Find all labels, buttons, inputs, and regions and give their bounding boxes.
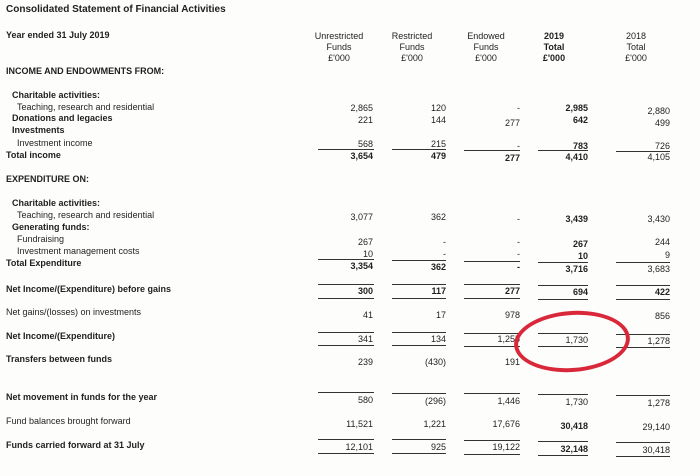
cell: 10	[577, 251, 588, 261]
sum-rule	[464, 284, 520, 285]
cell: 215	[430, 139, 446, 149]
sum-rule	[616, 395, 670, 396]
cell: 2,985	[565, 103, 588, 113]
cell: -	[517, 141, 520, 151]
cell: 694	[572, 287, 588, 297]
sum-rule	[392, 393, 446, 394]
cell: 134	[430, 334, 446, 344]
cell: 32,148	[560, 444, 588, 454]
cell: 29,140	[642, 422, 670, 432]
cell: 1,278	[647, 398, 670, 408]
cell: 925	[430, 442, 446, 452]
sum-rule	[318, 259, 374, 260]
col-header-line: £'000	[542, 53, 566, 63]
row-label: Transfers between funds	[6, 354, 113, 364]
cell: 10	[362, 249, 373, 259]
row-label: Donations and legacies	[12, 113, 113, 123]
sum-rule	[318, 149, 374, 150]
cell: 580	[357, 395, 373, 405]
col-header-line: Total	[626, 42, 646, 52]
sum-rule	[318, 392, 374, 393]
cell: 267	[572, 239, 588, 249]
cell: 277	[504, 118, 520, 128]
cell: 783	[572, 141, 588, 151]
sum-rule	[392, 345, 446, 346]
row-label: Funds carried forward at 31 July	[6, 440, 145, 450]
sum-rule	[616, 456, 670, 457]
row-label: Investment management costs	[17, 246, 140, 256]
sum-rule	[538, 299, 588, 300]
row-label: Charitable activities:	[12, 198, 101, 208]
cell: 978	[504, 310, 520, 320]
row-label: Generating funds:	[12, 222, 90, 232]
row-label: Charitable activities:	[12, 90, 101, 100]
cell: 726	[654, 141, 670, 151]
sum-rule	[616, 299, 670, 300]
cell: 3,439	[565, 214, 588, 224]
row-label: Net gains/(losses) on investments	[6, 307, 142, 317]
cell: 120	[430, 103, 446, 113]
sum-rule	[392, 149, 446, 150]
cell: 1,255	[497, 334, 520, 344]
col-header-line: 2018	[625, 31, 647, 41]
sum-rule	[464, 454, 520, 455]
cell: 9	[664, 250, 670, 260]
row-label: Net Income/(Expenditure) before gains	[6, 284, 172, 294]
cell: 2,880	[647, 106, 670, 116]
sum-rule	[464, 346, 520, 347]
cell: 144	[430, 115, 446, 125]
row-label: Net movement in funds for the year	[6, 392, 158, 402]
col-header-restricted	[378, 31, 446, 64]
cell: 19,122	[492, 442, 520, 452]
cell: -	[517, 214, 520, 224]
sum-rule	[392, 332, 446, 333]
sum-rule	[392, 453, 446, 454]
cell: 277	[504, 153, 520, 163]
col-header-line: £'000	[475, 53, 497, 63]
col-header-line: Total	[543, 42, 565, 52]
cell: 1,278	[647, 336, 670, 346]
sum-rule	[538, 441, 588, 442]
cell: 4,410	[565, 152, 588, 162]
row-label: Investment income	[17, 138, 93, 148]
cell: 479	[430, 151, 446, 161]
sum-rule	[318, 298, 374, 299]
cell: 362	[430, 262, 446, 272]
row-label: Teaching, research and residential	[17, 102, 155, 112]
cell: 221	[357, 115, 373, 125]
sum-rule	[464, 440, 520, 441]
sum-rule	[616, 442, 670, 443]
sum-rule	[616, 285, 670, 286]
cell: 244	[654, 237, 670, 247]
row-label: Net Income/(Expenditure)	[6, 331, 116, 341]
sum-rule	[538, 455, 588, 456]
col-header-line: £'000	[401, 53, 423, 63]
cell: 2,865	[350, 103, 373, 113]
cell: 300	[357, 286, 373, 296]
sum-rule	[392, 260, 446, 261]
sum-rule	[464, 393, 520, 394]
cell: 30,418	[560, 421, 588, 431]
col-header-line: £'000	[328, 53, 350, 63]
cell: 17	[435, 310, 446, 320]
col-header-line: £'000	[625, 53, 647, 63]
cell: 277	[504, 286, 520, 296]
sum-rule	[538, 150, 588, 151]
cell: 11,521	[346, 419, 373, 429]
cell: 1,446	[497, 396, 520, 406]
sum-rule	[318, 453, 374, 454]
col-header-2018-total	[602, 31, 670, 64]
row-label: Fund balances brought forward	[6, 416, 131, 426]
sum-rule	[538, 394, 588, 395]
cell: 191	[504, 357, 520, 367]
sum-rule	[392, 284, 446, 285]
cell: 499	[654, 118, 670, 128]
cell: 341	[357, 334, 373, 344]
col-header-2019-total	[520, 31, 588, 64]
cell: 17,676	[492, 419, 520, 429]
cell: (296)	[424, 396, 446, 406]
row-label: Total Expenditure	[6, 258, 82, 268]
sum-rule	[538, 262, 588, 263]
cell: -	[443, 237, 446, 247]
cell: 3,683	[647, 264, 670, 274]
cell: 4,105	[647, 152, 670, 162]
col-header-line: 2019	[543, 31, 565, 41]
cell: 568	[357, 139, 373, 149]
sum-rule	[392, 298, 446, 299]
sum-rule	[318, 332, 374, 333]
cell: 3,077	[350, 212, 373, 222]
sum-rule	[392, 439, 446, 440]
cell: -	[517, 262, 520, 272]
col-header-line: Funds	[326, 42, 352, 52]
sum-rule	[616, 262, 670, 263]
sum-rule	[318, 284, 374, 285]
col-header-line: Funds	[473, 42, 499, 52]
cell: 1,730	[565, 335, 588, 345]
cell: 30,418	[642, 445, 670, 455]
col-header-unrestricted	[305, 31, 373, 64]
sum-rule	[464, 150, 520, 151]
cell: 1,221	[423, 419, 446, 429]
col-header-endowed	[452, 31, 520, 64]
year-label: Year ended 31 July 2019	[6, 30, 110, 40]
statement-title: Consolidated Statement of Financial Activities	[6, 4, 226, 15]
cell: 41	[362, 310, 373, 320]
cell: 117	[431, 286, 446, 296]
cell: 642	[572, 115, 588, 125]
cell: (430)	[424, 357, 446, 367]
row-label: Investments	[12, 125, 65, 135]
row-label: Teaching, research and residential	[17, 210, 155, 220]
cell: 12,101	[345, 442, 373, 452]
col-header-line: Unrestricted	[314, 31, 364, 41]
sum-rule	[616, 151, 670, 152]
cell: 422	[654, 287, 670, 297]
sum-rule	[464, 333, 520, 334]
sum-rule	[464, 298, 520, 299]
cell: 362	[430, 212, 446, 222]
cell: -	[517, 249, 520, 259]
cell: 1,730	[565, 397, 588, 407]
sum-rule	[318, 439, 374, 440]
cell: -	[517, 237, 520, 247]
cell: 3,716	[565, 264, 588, 274]
cell: 3,654	[350, 151, 373, 161]
cell: 267	[357, 237, 373, 247]
cell: 3,354	[350, 261, 373, 271]
sum-rule	[318, 345, 374, 346]
cell: -	[517, 103, 520, 113]
row-label: Total income	[6, 150, 61, 160]
col-header-line: Funds	[399, 42, 425, 52]
cell: 239	[357, 357, 373, 367]
cell: 856	[654, 311, 670, 321]
highlight-circle-annotation	[512, 307, 632, 376]
row-label: Fundraising	[17, 234, 65, 244]
col-header-line: Restricted	[391, 31, 433, 41]
sum-rule	[538, 285, 588, 286]
section-income-heading: INCOME AND ENDOWMENTS FROM:	[6, 66, 165, 76]
cell: 3,430	[647, 214, 670, 224]
col-header-line: Endowed	[467, 31, 505, 41]
section-expenditure-heading: EXPENDITURE ON:	[6, 174, 90, 184]
sum-rule	[464, 261, 520, 262]
cell: -	[443, 249, 446, 259]
